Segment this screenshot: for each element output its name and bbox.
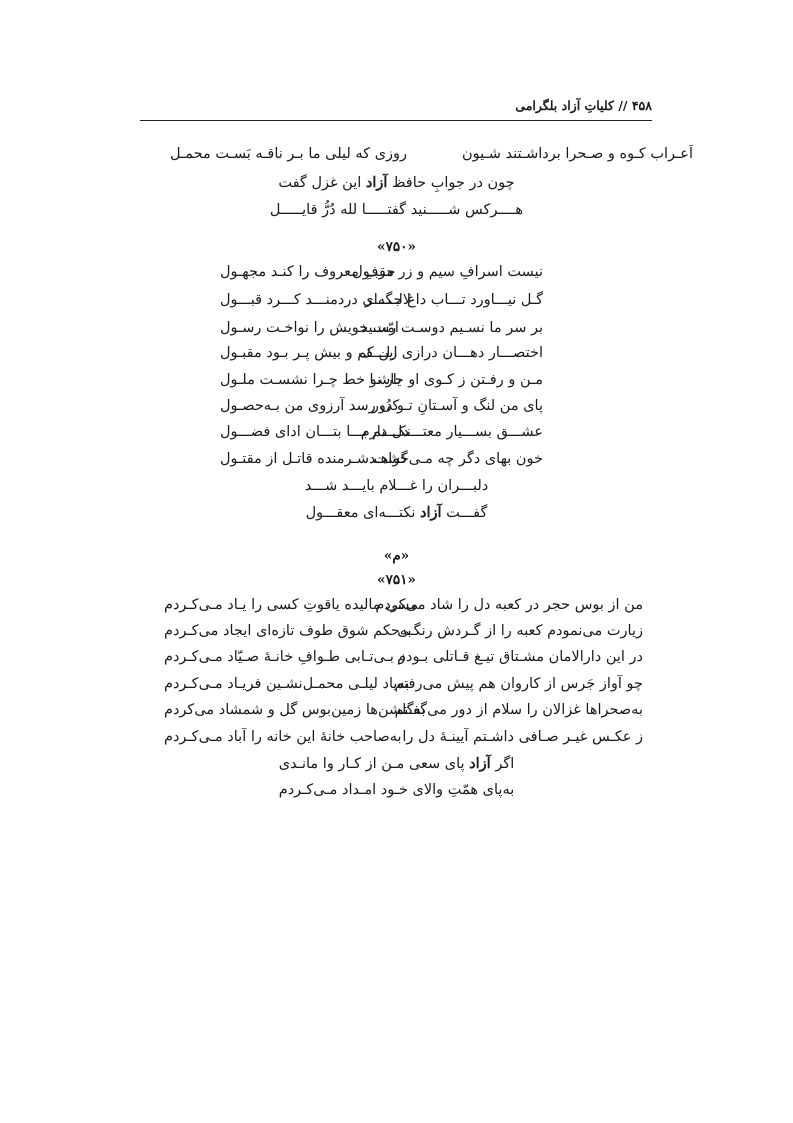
misra-left: به‌حکم شوق طوف تازه‌ای ایجاد می‌کـردم	[164, 623, 412, 639]
misra-left: گشت شـرمنده قاتـل از مقتـول	[220, 451, 408, 467]
misra-right: پای من لنگ و آسـتانِ تـو دُور	[371, 398, 543, 414]
ghazal-751-couplet	[100, 597, 693, 623]
poet-name: آزاد	[365, 174, 388, 191]
misra-right: چو آواز جَرس از کاروان هم پیش می‌رفتم	[394, 676, 643, 692]
misra-right: نیست اسرافِ سیم و زر مقبـول	[352, 264, 543, 280]
ghazal-750-couplet	[100, 424, 693, 450]
misra-left: ز بـی‌تـابی طـوافِ خانـهٔ صـیّاد مـی‌کـردم	[164, 649, 406, 665]
misra-right: من از بوس حجر در کعبه دل را شاد می‌کردم	[375, 597, 643, 613]
closing-after: نکتـــه‌ای معقـــول	[305, 505, 416, 521]
ghazal-750-closing-1: دلبـــران را غـــلام بایـــد شـــد	[304, 478, 489, 494]
ghazal-751-letter: «م»	[383, 548, 410, 564]
misra-left: امّت خویش را نواخـت رسـول	[220, 320, 399, 336]
misra-right: در این دارالامان مشـتاق تیـغ قـاتلی بـودم	[397, 649, 643, 665]
intro-couplet-1	[100, 146, 693, 172]
ghazal-751-number: «۷۵۱»	[377, 572, 416, 588]
ghazal-751-closing-1	[100, 755, 693, 772]
intro-line-3: هــــرکس شـــــنید گفتـــــا لله دُرُّ قایـــــل	[269, 202, 524, 218]
misra-right: اختصـــار دهـــان درازی زلـــف	[358, 345, 543, 361]
intro-line-2	[100, 174, 693, 191]
page-number: ۴۵۸	[631, 98, 652, 113]
ghazal-751-couplet	[100, 702, 693, 728]
running-head	[515, 98, 652, 113]
misra-left: این کم و بیش پـر بـود مقبـول	[220, 345, 398, 361]
ghazal-750-couplet	[100, 345, 693, 371]
intro-line-2-before: چون در جوابِ حافظ	[392, 175, 515, 191]
header-separator: //	[618, 98, 628, 113]
ghazal-751-couplet	[100, 676, 693, 702]
book-title: کلیاتِ آزاد بلگرامی	[515, 98, 614, 113]
poet-name: آزاد	[469, 755, 491, 772]
closing-after: پای سعی مـن از کـار وا مانـدی	[278, 756, 465, 772]
misra-left: مسی مالیده یاقوتِ کسی را یـاد مـی‌کـردم	[164, 597, 418, 613]
ghazal-750-couplet	[100, 292, 693, 318]
closing-before: گفـــت	[446, 505, 488, 521]
ghazal-750-couplet	[100, 372, 693, 398]
ghazal-750-couplet	[100, 320, 693, 346]
ghazal-750-couplet	[100, 398, 693, 424]
misra-left: یار نو خط چـرا نشسـت ملـول	[220, 372, 402, 388]
ghazal-751-closing-2: به‌پای همّتِ والای خـود امـداد مـی‌کـردم	[278, 782, 515, 798]
intro-couplet-1-right: اَعـراب کـوه و صـحرا برداشـتند شـیون	[461, 146, 693, 162]
page-header	[140, 96, 652, 121]
closing-before: اگر	[495, 756, 515, 772]
ghazal-751-couplet	[100, 623, 693, 649]
ghazal-750-couplet	[100, 264, 693, 290]
misra-left: لالـــه‌ای دردمنـــد کـــرد قبـــول	[220, 292, 412, 308]
misra-left: به‌صاحب خانهٔ این خانه را آباد مـی‌کـردم	[164, 729, 402, 745]
misra-right: مـن و رفـتن ز کـوی او حاشـا	[369, 372, 543, 388]
misra-left: حرفِ معروف را کنـد مجهـول	[220, 264, 396, 280]
misra-right: زیارت می‌نمودم کعبه را از گـردش رنگـی	[397, 623, 643, 639]
intro-couplet-1-left: روزی که لیلی ما بـر ناقـه بَسـت محمـل	[170, 146, 408, 162]
ghazal-751-couplet	[100, 649, 693, 675]
misra-left: به‌یاد لیلـی محمـل‌نشـین فریـاد مـی‌کـردم	[164, 676, 410, 692]
poet-name: آزاد	[420, 504, 442, 521]
ghazal-750-number: «۷۵۰»	[377, 239, 416, 255]
misra-right: خون بهای دگر چه مـی‌خواهـد	[368, 451, 543, 467]
misra-right: عشـــق بســـیار معتـــدل دارم	[360, 424, 543, 440]
misra-right: گـل نیـــاورد تـــاب داغ جگـــر	[364, 292, 543, 308]
misra-right: به‌صحراها غزالان را سلام از دور می‌گفـتم	[394, 702, 643, 718]
misra-right: بر سر ما نسـیم دوسـت رسـید	[360, 320, 543, 336]
ghazal-751-couplet	[100, 729, 693, 755]
ghazal-750-couplet	[100, 451, 693, 477]
misra-left: نکـــنم بـــا بتـــان ادای فضـــول	[220, 424, 411, 440]
misra-right: ز عکـس غیـر صـافی داشـتم آیینـهٔ دل را	[402, 729, 643, 745]
misra-left: کی رسد آرزوی من بـه‌حصـول	[220, 398, 400, 414]
intro-line-2-after: این غزل گفت	[278, 175, 362, 191]
misra-left: به‌گلشن‌ها زمین‌بوس گل و شمشاد می‌کردم	[164, 702, 426, 718]
ghazal-750-closing-2	[100, 504, 693, 521]
